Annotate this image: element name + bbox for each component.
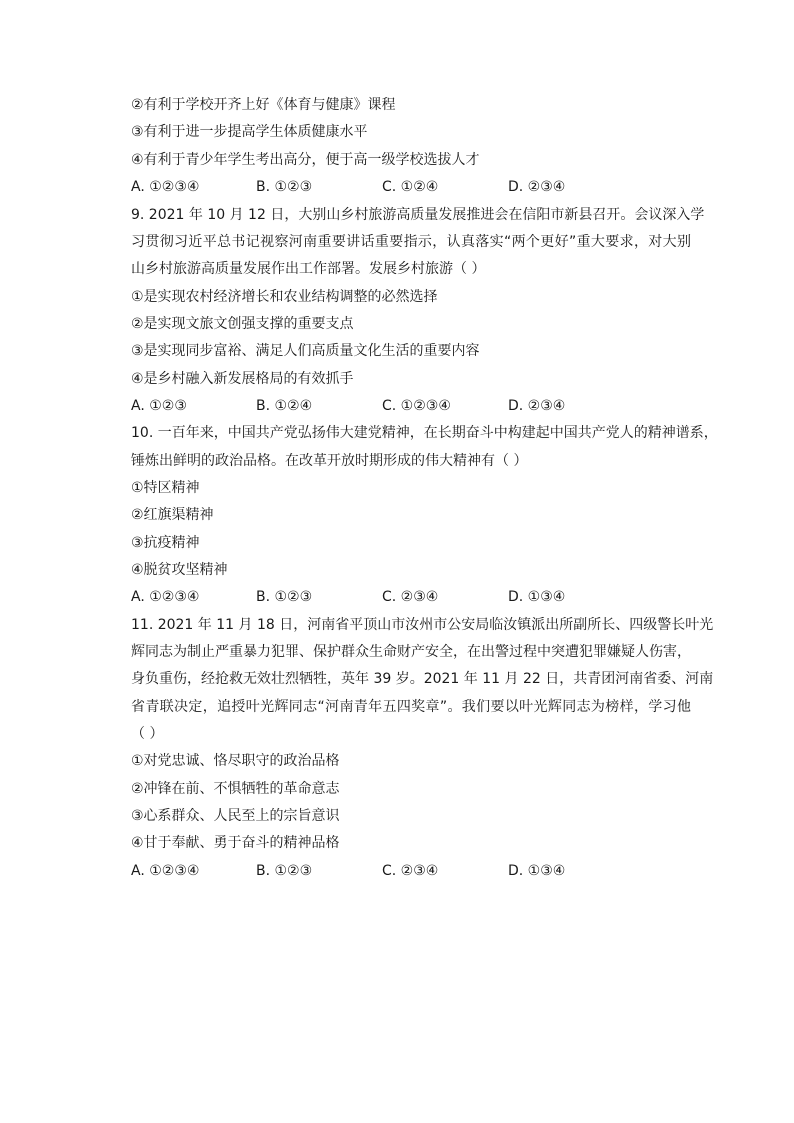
q11-stem-line-2: 辉同志为制止严重暴力犯罪、保护群众生命财产安全，在出警过程中突遭犯罪嫌疑人伤害， xyxy=(131,644,691,660)
q9-item-3: ③是实现同步富裕、满足人们高质量文化生活的重要内容 xyxy=(131,343,480,359)
q9-option-d: D. ②③④ xyxy=(508,398,566,414)
q11-stem-line-3: 身负重伤，经抢救无效壮烈牺牲，英年 39 岁。2021 年 11 月 22 日，共青团河南省委、河南 xyxy=(131,671,714,687)
q9-stem-line-3: 山乡村旅游高质量发展作出工作部署。发展乡村旅游（ ） xyxy=(131,261,486,277)
q11-option-c: C. ②③④ xyxy=(382,863,439,879)
q8-option-a: A. ①②③④ xyxy=(131,179,200,195)
q11-option-d: D. ①③④ xyxy=(508,863,566,879)
q11-item-3: ③心系群众、人民至上的宗旨意识 xyxy=(131,808,340,824)
q11-item-1: ①对党忠诚、恪尽职守的政治品格 xyxy=(131,753,340,769)
q9-option-b: B. ①②④ xyxy=(256,398,313,414)
q10-item-1: ①特区精神 xyxy=(131,480,200,496)
q10-option-d: D. ①③④ xyxy=(508,589,566,605)
q10-item-2: ②红旗渠精神 xyxy=(131,507,214,523)
q11-item-2: ②冲锋在前、不惧牺牲的革命意志 xyxy=(131,781,340,797)
q10-option-b: B. ①②③ xyxy=(256,589,313,605)
q11-option-a: A. ①②③④ xyxy=(131,863,200,879)
q9-item-2: ②是实现文旅文创强支撑的重要支点 xyxy=(131,316,354,332)
q9-item-1: ①是实现农村经济增长和农业结构调整的必然选择 xyxy=(131,289,438,305)
q8-item-4: ④有利于青少年学生考出高分，便于高一级学校选拔人才 xyxy=(131,152,480,168)
q8-item-2: ②有利于学校开齐上好《体育与健康》课程 xyxy=(131,97,396,113)
q10-option-c: C. ②③④ xyxy=(382,589,439,605)
q11-stem-line-1: 11. 2021 年 11 月 18 日，河南省平顶山市汝州市公安局临汝镇派出所副所长、四级警长叶光 xyxy=(131,617,714,633)
q9-option-c: C. ①②③④ xyxy=(382,398,451,414)
q11-stem-line-4: 省青联决定，追授叶光辉同志“河南青年五四奖章”。我们要以叶光辉同志为榜样，学习他 xyxy=(131,699,691,715)
q9-stem-line-2: 习贯彻习近平总书记视察河南重要讲话重要指示，认真落实“两个更好”重大要求，对大别 xyxy=(131,234,691,250)
q10-stem-line-2: 锤炼出鲜明的政治品格。在改革开放时期形成的伟大精神有（ ） xyxy=(131,453,528,469)
q8-option-c: C. ①②④ xyxy=(382,179,439,195)
q10-item-3: ③抗疫精神 xyxy=(131,535,200,551)
q10-item-4: ④脱贫攻坚精神 xyxy=(131,562,228,578)
q10-stem-line-1: 10. 一百年来，中国共产党弘扬伟大建党精神，在长期奋斗中构建起中国共产党人的精神谱系， xyxy=(131,425,718,441)
q11-option-b: B. ①②③ xyxy=(256,863,313,879)
q9-option-a: A. ①②③ xyxy=(131,398,187,414)
q9-stem-line-1: 9. 2021 年 10 月 12 日，大别山乡村旅游高质量发展推进会在信阳市新县召开。会议深入学 xyxy=(131,207,705,223)
q8-option-d: D. ②③④ xyxy=(508,179,566,195)
q10-option-a: A. ①②③④ xyxy=(131,589,200,605)
q9-item-4: ④是乡村融入新发展格局的有效抓手 xyxy=(131,371,354,387)
q8-item-3: ③有利于进一步提高学生体质健康水平 xyxy=(131,124,368,140)
q11-item-4: ④甘于奉献、勇于奋斗的精神品格 xyxy=(131,835,340,851)
q11-stem-line-5: （ ） xyxy=(131,726,164,742)
q8-option-b: B. ①②③ xyxy=(256,179,313,195)
